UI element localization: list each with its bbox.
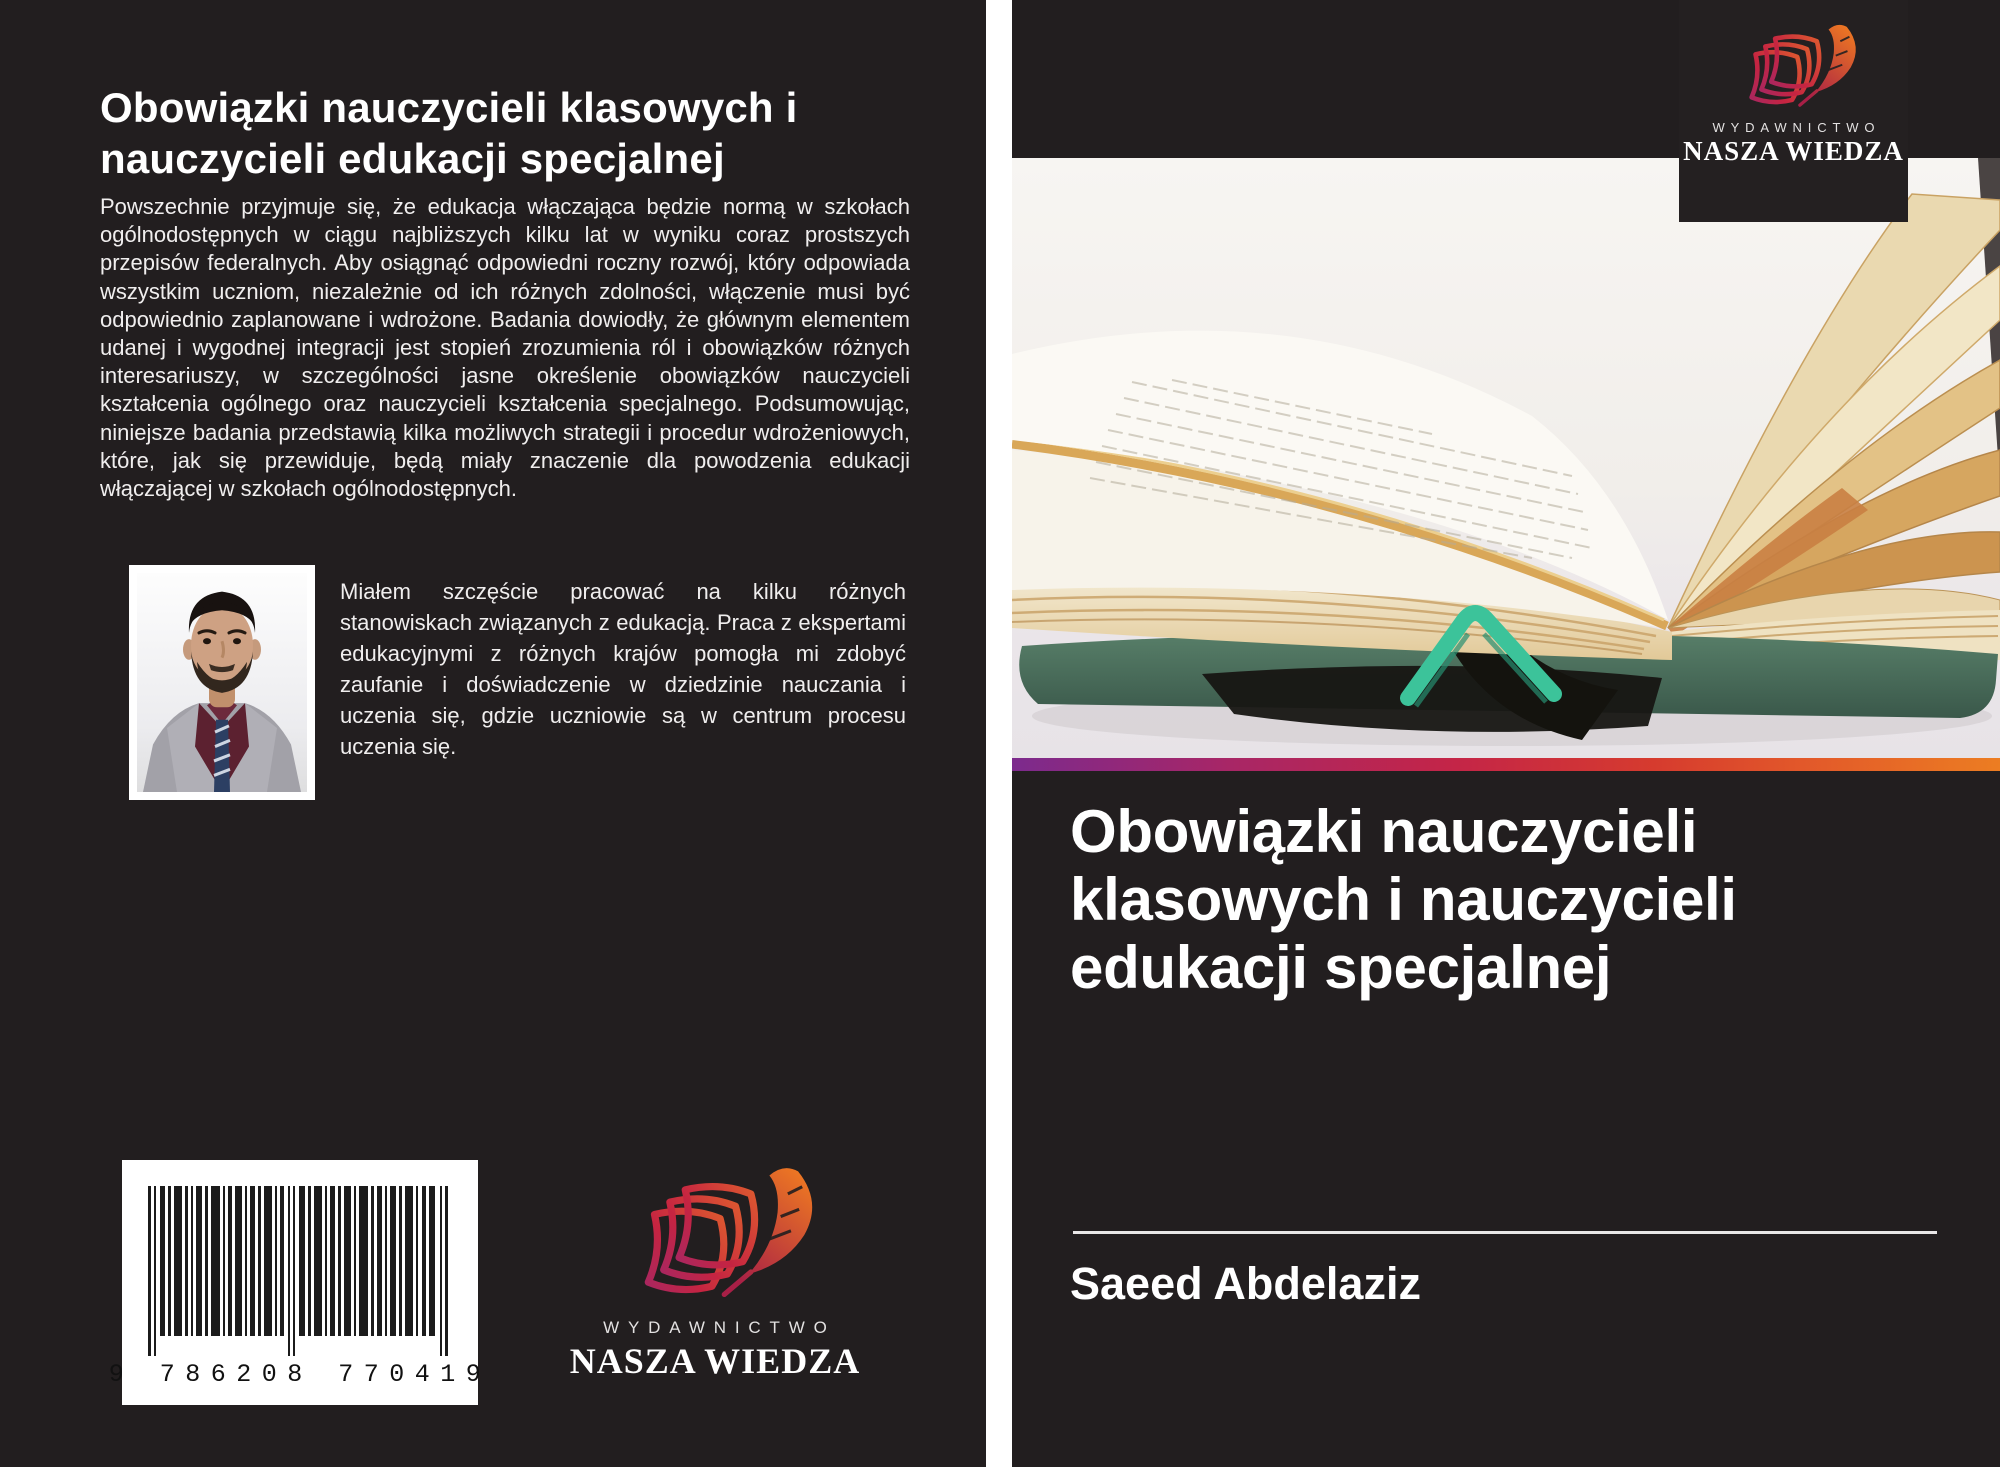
accent-gradient-stripe	[1012, 758, 2000, 771]
publisher-name-top: WYDAWNICTWO	[603, 1318, 836, 1337]
barcode-digits: 9 786208 770419	[108, 1360, 492, 1389]
back-title-line: Obowiązki nauczycieli klasowych i	[100, 84, 798, 131]
publisher-logo-icon	[597, 1158, 833, 1314]
publisher-name-top: WYDAWNICTWO	[1712, 120, 1881, 135]
barcode	[108, 1160, 492, 1405]
publisher-logo-icon	[1719, 18, 1869, 118]
author-portrait-illustration	[137, 573, 307, 792]
back-cover	[0, 0, 986, 1467]
publisher-logo-back	[560, 1158, 870, 1382]
author-name: Saeed Abdelaziz	[1070, 1258, 1421, 1309]
barcode-bars	[148, 1186, 452, 1358]
back-cover-description: Powszechnie przyjmuje się, że edukacja włączająca będzie normą w szkołach ogólnodostępnych w ciągu najbliższych kilku lat w wyniku coraz prostszych przepisów federalnych. Aby osiągnąć odpowiedni roczny rozwój, który odpowiada wszystkim uczniom, niezależnie od ich różnych zdolności, włączenie musi być odpowiednio zaplanowane i wdrożone. Badania dowiodły, że głównym elementem udanej i wygodnej integracji jest stopień zrozumienia ról i obowiązków różnych interesariuszy, w szczególności jasne określenie obowiązków nauczycieli kształcenia ogólnego oraz nauczycieli kształcenia specjalnego. Podsumowując, niniejsze badania przedstawią kilka możliwych strategii i procedur wdrożeniowych, które, jak się przewiduje, będą miały znaczenie dla powodzenia edukacji włączającej w szkołach ogólnodostępnych.	[100, 194, 910, 502]
front-title-line: edukacji specjalnej	[1070, 934, 1612, 1001]
front-title-line: klasowych i nauczycieli	[1070, 866, 1737, 933]
publisher-logo-front	[1679, 0, 1908, 222]
front-cover-title	[1070, 798, 1970, 1002]
front-title-line: Obowiązki nauczycieli	[1070, 798, 1698, 865]
back-title-line: nauczycieli edukacji specjalnej	[100, 135, 725, 182]
back-cover-title	[100, 82, 930, 184]
publisher-name-bottom: NASZA WIEDZA	[569, 1341, 861, 1381]
publisher-name-bottom: NASZA WIEDZA	[1683, 136, 1904, 166]
author-divider-line	[1073, 1231, 1937, 1234]
open-book-photo	[1012, 158, 2000, 758]
author-photo	[129, 565, 315, 800]
author-bio: Miałem szczęście pracować na kilku różnych stanowiskach związanych z edukacją. Praca z ekspertami edukacyjnymi z różnych krajów pomogła mi zdobyć zaufanie i doświadczenie w dziedzinie nauczania i uczenia się, gdzie uczniowie są w centrum procesu uczenia się.	[340, 579, 906, 759]
front-cover	[1012, 0, 2000, 1467]
